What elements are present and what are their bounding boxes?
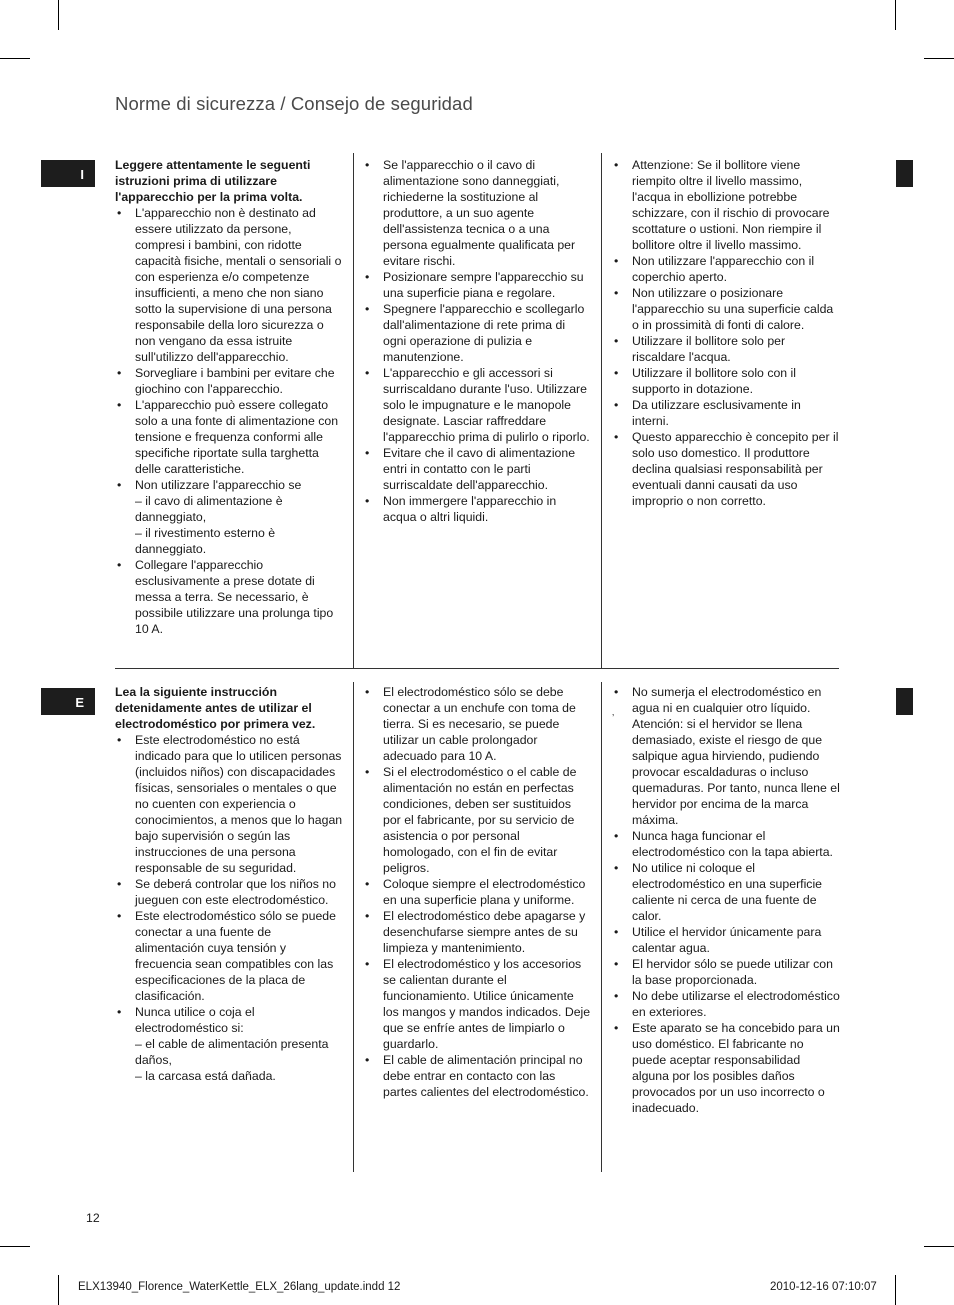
list-item: • Non utilizzare o posizionare l'apparecchio su una superficie calda o in prossimità di fonti di calore. <box>612 285 840 333</box>
list-item: • Si el electrodoméstico o el cable de alimentación no están en perfectas condiciones, deben ser sustituidos por el fabricante, por su servicio de asistencia o por personal homologado, con el fin de evitar peligros. <box>363 764 591 876</box>
list-item: • Sorvegliare i bambini per evitare che giochino con l'apparecchio. <box>115 365 343 397</box>
list-item: • Da utilizzare esclusivamente in interni. <box>612 397 840 429</box>
section-divider <box>115 668 839 669</box>
list-item: • Attenzione: Se il bollitore viene riempito oltre il livello massimo, l'acqua in ebollizione potrebbe schizzare, con il rischio di provocare scottature o ustioni. Non riempire il bollitore oltre il livello massimo. <box>612 157 840 253</box>
safety-list <box>612 157 840 509</box>
list-item: • El cable de alimentación principal no debe entrar en contacto con las partes calientes del electrodoméstico. <box>363 1052 591 1100</box>
safety-list <box>115 732 343 1084</box>
page-title: Norme di sicurezza / Consejo de seguridad <box>115 93 473 114</box>
list-item: • No debe utilizarse el electrodoméstico en exteriores. <box>612 988 840 1020</box>
list-item: • Este aparato se ha concebido para un uso doméstico. El fabricante no puede aceptar responsabilidad alguna por los posibles daños provocados por un uso incorrecto o inadecuado. <box>612 1020 840 1116</box>
list-item: • El electrodoméstico debe apagarse y desenchufarse siempre antes de su limpieza y mantenimiento. <box>363 908 591 956</box>
column-divider <box>601 682 602 1172</box>
intro-text: Lea la siguiente instrucción detenidamente antes de utilizar el electrodoméstico por primera vez. <box>115 685 316 731</box>
list-item: • Non utilizzare l'apparecchio con il coperchio aperto. <box>612 253 840 285</box>
list-item: • Collegare l'apparecchio esclusivamente a prese dotate di messa a terra. Se necessario, è possibile utilizzare una prolunga tipo 10 A. <box>115 557 343 637</box>
crop-mark <box>58 0 59 30</box>
footer-timestamp: 2010-12-16 07:10:07 <box>770 1281 877 1293</box>
list-item: • Este electrodoméstico no está indicado para que lo utilicen personas (incluidos niños) con discapacidades físicas, sensoriales o mentales o que no cuenten con experiencia o conocimientos, a menos que lo hagan bajo supervisión o según las instrucciones de una persona responsable de su seguridad. <box>115 732 343 876</box>
edge-tab <box>896 688 913 715</box>
list-item: • Non utilizzare l'apparecchio se – il cavo di alimentazione è danneggiato, – il rivestimento esterno è danneggiato. <box>115 477 343 557</box>
column-divider <box>353 153 354 669</box>
spanish-column-1 <box>115 684 343 1084</box>
language-tab-italian <box>41 160 95 187</box>
italian-column-2 <box>363 157 591 525</box>
crop-mark <box>924 1246 954 1247</box>
footer-filename: ELX13940_Florence_WaterKettle_ELX_26lang_update.indd 12 <box>78 1281 401 1293</box>
language-tab-label: E <box>75 695 84 710</box>
page-number: 12 <box>86 1211 100 1225</box>
column-divider <box>601 153 602 669</box>
intro-text: Leggere attentamente le seguenti istruzioni prima di utilizzare l'apparecchio per la prima volta. <box>115 158 311 204</box>
italian-column-1 <box>115 157 343 637</box>
list-item: • Nunca utilice o coja el electrodoméstico si: – el cable de alimentación presenta daños, – la carcasa está dañada. <box>115 1004 343 1084</box>
list-item: • Se l'apparecchio o il cavo di alimentazione sono danneggiati, richiederne la sostituzione al produttore, a un suo agente dell'assistenza tecnica o a una persona egualmente qualificata per evitare rischi. <box>363 157 591 269</box>
list-item: • L'apparecchio e gli accessori si surriscaldano durante l'uso. Utilizzare solo le impugnature e le manopole designate. Lasciar raffreddare l'apparecchio prima di pulirlo o riporlo. <box>363 365 591 445</box>
italian-column-3 <box>612 157 840 509</box>
list-item: • Coloque siempre el electrodoméstico en una superficie plana y uniforme. <box>363 876 591 908</box>
crop-mark <box>58 1275 59 1305</box>
safety-list <box>363 684 591 1100</box>
list-item: • El hervidor sólo se puede utilizar con la base proporcionada. <box>612 956 840 988</box>
column-divider <box>353 682 354 1172</box>
list-item: • L'apparecchio non è destinato ad essere utilizzato da persone, compresi i bambini, con ridotte capacità fisiche, mentali o sensoriali o con esperienza e/o competenze insufficienti, a meno che non siano sotto la supervisione di una persona responsabile della loro sicurezza o non vengano da essa istruite sull'utilizzo dell'apparecchio. <box>115 205 343 365</box>
language-tab-spanish <box>41 688 95 715</box>
safety-list <box>363 157 591 525</box>
crop-mark <box>0 58 30 59</box>
edge-tab <box>896 160 913 187</box>
list-item: • No utilice ni coloque el electrodoméstico en una superficie caliente ni cerca de una fuente de calor. <box>612 860 840 924</box>
list-item: • Posizionare sempre l'apparecchio su una superficie piana e regolare. <box>363 269 591 301</box>
list-item: • Utilizzare il bollitore solo per riscaldare l'acqua. <box>612 333 840 365</box>
crop-mark <box>895 0 896 30</box>
list-item: • Se deberá controlar que los niños no jueguen con este electrodoméstico. <box>115 876 343 908</box>
language-tab-label: I <box>80 167 84 182</box>
stray-mark: ’ <box>612 713 615 724</box>
safety-list <box>115 205 343 637</box>
list-item: Atención: si el hervidor se llena demasiado, existe el riesgo de que salpique agua hirviendo, pudiendo provocar escaldaduras o incluso quemaduras. Por tanto, nunca llene el hervidor por encima de la marca máxima. <box>632 717 840 827</box>
list-item: • El electrodoméstico sólo se debe conectar a un enchufe con toma de tierra. Si es necesario, se puede utilizar un cable prolongador adecuado para 10 A. <box>363 684 591 764</box>
list-item: • Este electrodoméstico sólo se puede conectar a una fuente de alimentación cuya tensión y frecuencia sean compatibles con las especificaciones de la placa de clasificación. <box>115 908 343 1004</box>
list-item: • El electrodoméstico y los accesorios se calientan durante el funcionamiento. Utilice únicamente los mangos y mandos indicados. Deje que se enfríe antes de limpiarlo o guardarlo. <box>363 956 591 1052</box>
list-item: • Questo apparecchio è concepito per il solo uso domestico. Il produttore declina qualsiasi responsabilità per eventuali danni causati da uso improprio o non corretto. <box>612 429 840 509</box>
crop-mark <box>0 1246 30 1247</box>
spanish-column-2 <box>363 684 591 1100</box>
crop-mark <box>924 58 954 59</box>
crop-mark <box>895 1275 896 1305</box>
list-item: • Spegnere l'apparecchio e scollegarlo dall'alimentazione di rete prima di ogni operazione di pulizia e manutenzione. <box>363 301 591 365</box>
list-item: • Evitare che il cavo di alimentazione entri in contatto con le parti surriscaldate dell'apparecchio. <box>363 445 591 493</box>
list-item: • Nunca haga funcionar el electrodoméstico con la tapa abierta. <box>612 828 840 860</box>
safety-list <box>612 684 840 1116</box>
spanish-column-3 <box>612 684 840 1116</box>
list-item: • No sumerja el electrodoméstico en agua ni en cualquier otro líquido. <box>612 684 840 716</box>
list-item: • L'apparecchio può essere collegato solo a una fonte di alimentazione con tensione e frequenza conformi alle specifiche riportate sulla targhetta delle caratteristiche. <box>115 397 343 477</box>
list-item: • Utilizzare il bollitore solo con il supporto in dotazione. <box>612 365 840 397</box>
list-item: • Utilice el hervidor únicamente para calentar agua. <box>612 924 840 956</box>
list-item: • Non immergere l'apparecchio in acqua o altri liquidi. <box>363 493 591 525</box>
